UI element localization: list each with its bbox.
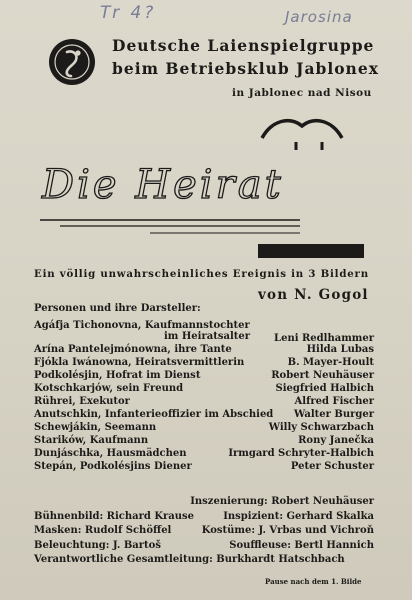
cast-actor: Siegfried Halbich xyxy=(275,383,374,394)
cast-role: Stepán, Podkolésjins Diener xyxy=(34,461,192,472)
cast-row xyxy=(34,461,374,474)
cast-row xyxy=(34,321,374,344)
credit-row xyxy=(34,511,374,526)
cast-row xyxy=(34,344,374,357)
cast-role: Rührei, Exekutor xyxy=(34,396,130,407)
cast-row xyxy=(34,357,374,370)
credit-inszenierung: Inszenierung: Robert Neuhäuser xyxy=(190,496,374,507)
cast-row xyxy=(34,396,374,409)
credit-row xyxy=(34,540,374,555)
cast-row xyxy=(34,435,374,448)
play-title: Die Heirat xyxy=(42,162,284,208)
credit-gesamtleitung: Verantwortliche Gesamtleitung: Burkhardt Hatschbach xyxy=(34,554,345,565)
cast-actor: Rony Janečka xyxy=(298,435,374,446)
cast-row xyxy=(34,448,374,461)
cast-actor: Robert Neuhäuser xyxy=(271,370,374,381)
credit-buehnenbild: Bühnenbild: Richard Krause xyxy=(34,510,195,522)
credit-row xyxy=(34,554,374,569)
cast-role: Arína Pantelejmónowna, ihre Tante xyxy=(34,344,232,355)
credit-beleuchtung: Beleuchtung: J. Bartoš xyxy=(34,539,161,551)
cast-heading: Personen und ihre Darsteller: xyxy=(34,303,201,314)
cast-role: Fjókla Iwánowna, Heiratsvermittlerin xyxy=(34,357,245,368)
theatre-logo-icon xyxy=(48,38,96,86)
cast-actor: Walter Burger xyxy=(294,409,374,420)
cast-actor: Hilda Lubas xyxy=(306,344,374,355)
club-location: in Jablonec nad Nisou xyxy=(232,87,372,99)
club-name-line1: Deutsche Laienspielgruppe xyxy=(112,36,375,55)
cast-role: Kotschkarjów, sein Freund xyxy=(34,383,184,394)
cast-row xyxy=(34,383,374,396)
cast-role: Schewjákin, Seemann xyxy=(34,422,157,433)
cast-actor: B. Mayer-Hoult xyxy=(287,357,374,368)
cast-actor: Peter Schuster xyxy=(290,461,374,472)
credit-row xyxy=(34,525,374,540)
cast-role: Agáfja Tichonovna, Kaufmannstochter im Heiratsalter xyxy=(34,320,250,342)
credit-row xyxy=(34,496,374,511)
author-line: von N. Gogol xyxy=(258,287,369,303)
club-name-line2: beim Betriebsklub Jablonex xyxy=(112,59,379,78)
cast-role: Podkolésjin, Hofrat im Dienst xyxy=(34,370,201,381)
credit-souffleuse: Souffleuse: Bertl Hannich xyxy=(229,539,374,551)
cast-actor: Leni Redlhammer xyxy=(274,333,374,344)
production-credits xyxy=(34,496,374,569)
pause-note: Pause nach dem 1. Bilde xyxy=(265,577,362,586)
cast-role: Starików, Kaufmann xyxy=(34,435,149,446)
play-subtitle: Ein völlig unwahrscheinliches Ereignis in 3 Bildern xyxy=(34,268,369,280)
cast-list xyxy=(34,321,374,474)
credit-inspizient: Inspizient: Gerhard Skalka xyxy=(223,510,374,522)
cast-actor: Willy Schwarzbach xyxy=(268,422,374,433)
cast-row xyxy=(34,422,374,435)
cast-role: Dunjáschka, Hausmädchen xyxy=(34,448,187,459)
handwritten-note-top-right: Jarosina xyxy=(285,8,353,26)
cast-row xyxy=(34,409,374,422)
cast-actor: Irmgard Schryter-Halbich xyxy=(228,448,374,459)
cast-row xyxy=(34,370,374,383)
cast-actor: Alfred Fischer xyxy=(294,396,374,407)
handwritten-note-top-left: Tr 4? xyxy=(100,3,157,23)
credit-masken: Masken: Rudolf Schöffel xyxy=(34,525,172,536)
cast-role: Anutschkin, Infanterieoffizier im Abschied xyxy=(34,409,274,420)
credit-kostueme: Kostüme: J. Vrbas und Vichroň xyxy=(201,525,374,536)
